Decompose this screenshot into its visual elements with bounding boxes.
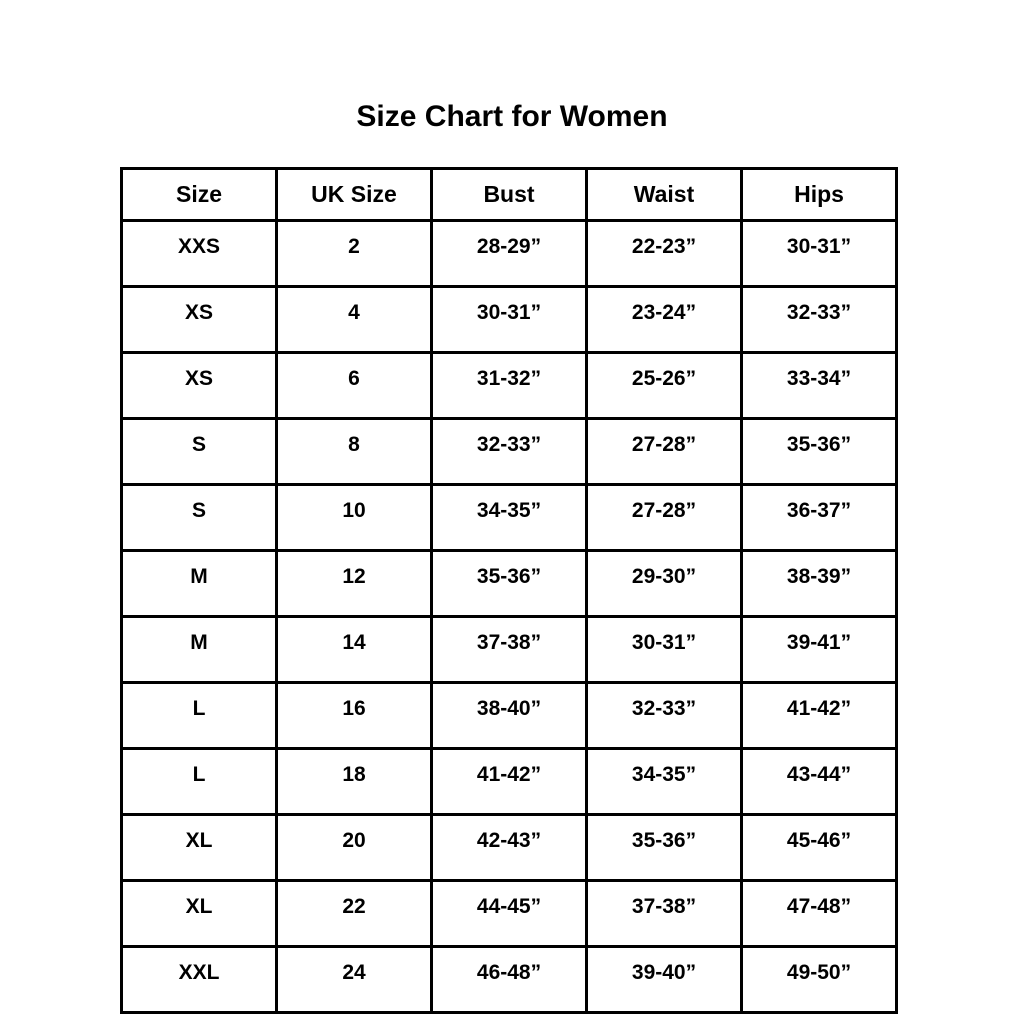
table-cell: 34-35”	[432, 485, 587, 551]
size-chart-table	[120, 167, 898, 1014]
column-header: Size	[122, 169, 277, 221]
table-row	[122, 485, 897, 551]
table-cell: 46-48”	[432, 947, 587, 1013]
table-cell: XS	[122, 353, 277, 419]
table-cell: 32-33”	[587, 683, 742, 749]
column-header: UK Size	[277, 169, 432, 221]
table-cell: 38-39”	[742, 551, 897, 617]
table-row	[122, 881, 897, 947]
table-cell: 30-31”	[432, 287, 587, 353]
table-row	[122, 419, 897, 485]
table-cell: XS	[122, 287, 277, 353]
table-cell: 22	[277, 881, 432, 947]
table-cell: 20	[277, 815, 432, 881]
table-cell: 31-32”	[432, 353, 587, 419]
table-cell: 30-31”	[742, 221, 897, 287]
table-cell: 45-46”	[742, 815, 897, 881]
table-cell: 35-36”	[432, 551, 587, 617]
table-cell: 16	[277, 683, 432, 749]
column-header: Bust	[432, 169, 587, 221]
page-title: Size Chart for Women	[356, 100, 668, 133]
table-cell: XXS	[122, 221, 277, 287]
table-cell: 6	[277, 353, 432, 419]
table-cell: S	[122, 419, 277, 485]
table-row	[122, 683, 897, 749]
table-cell: 39-40”	[587, 947, 742, 1013]
table-cell: XXL	[122, 947, 277, 1013]
table-cell: 12	[277, 551, 432, 617]
table-cell: 37-38”	[432, 617, 587, 683]
table-cell: 38-40”	[432, 683, 587, 749]
table-cell: 10	[277, 485, 432, 551]
table-cell: 8	[277, 419, 432, 485]
table-cell: 32-33”	[432, 419, 587, 485]
table-cell: 34-35”	[587, 749, 742, 815]
table-cell: 2	[277, 221, 432, 287]
table-row	[122, 749, 897, 815]
table-cell: 14	[277, 617, 432, 683]
table-cell: 35-36”	[587, 815, 742, 881]
table-row	[122, 221, 897, 287]
table-cell: 47-48”	[742, 881, 897, 947]
table-cell: 35-36”	[742, 419, 897, 485]
table-cell: 18	[277, 749, 432, 815]
table-cell: M	[122, 617, 277, 683]
table-row	[122, 287, 897, 353]
table-cell: XL	[122, 815, 277, 881]
table-cell: 4	[277, 287, 432, 353]
table-cell: 29-30”	[587, 551, 742, 617]
table-cell: L	[122, 683, 277, 749]
table-cell: 36-37”	[742, 485, 897, 551]
table-row	[122, 353, 897, 419]
table-cell: 27-28”	[587, 419, 742, 485]
table-cell: 24	[277, 947, 432, 1013]
table-cell: 30-31”	[587, 617, 742, 683]
table-header-row	[122, 169, 897, 221]
table-cell: 28-29”	[432, 221, 587, 287]
column-header: Hips	[742, 169, 897, 221]
table-row	[122, 551, 897, 617]
table-cell: 33-34”	[742, 353, 897, 419]
table-cell: 23-24”	[587, 287, 742, 353]
table-cell: 49-50”	[742, 947, 897, 1013]
table-cell: 41-42”	[432, 749, 587, 815]
table-cell: 22-23”	[587, 221, 742, 287]
table-cell: 27-28”	[587, 485, 742, 551]
table-cell: 39-41”	[742, 617, 897, 683]
table-cell: 32-33”	[742, 287, 897, 353]
column-header: Waist	[587, 169, 742, 221]
table-cell: XL	[122, 881, 277, 947]
table-cell: 41-42”	[742, 683, 897, 749]
table-row	[122, 815, 897, 881]
table-body	[122, 221, 897, 1013]
table-cell: L	[122, 749, 277, 815]
table-row	[122, 617, 897, 683]
table-cell: 37-38”	[587, 881, 742, 947]
table-row	[122, 947, 897, 1013]
table-cell: 25-26”	[587, 353, 742, 419]
table-cell: 43-44”	[742, 749, 897, 815]
table-cell: 42-43”	[432, 815, 587, 881]
table-cell: S	[122, 485, 277, 551]
table-cell: 44-45”	[432, 881, 587, 947]
table-cell: M	[122, 551, 277, 617]
